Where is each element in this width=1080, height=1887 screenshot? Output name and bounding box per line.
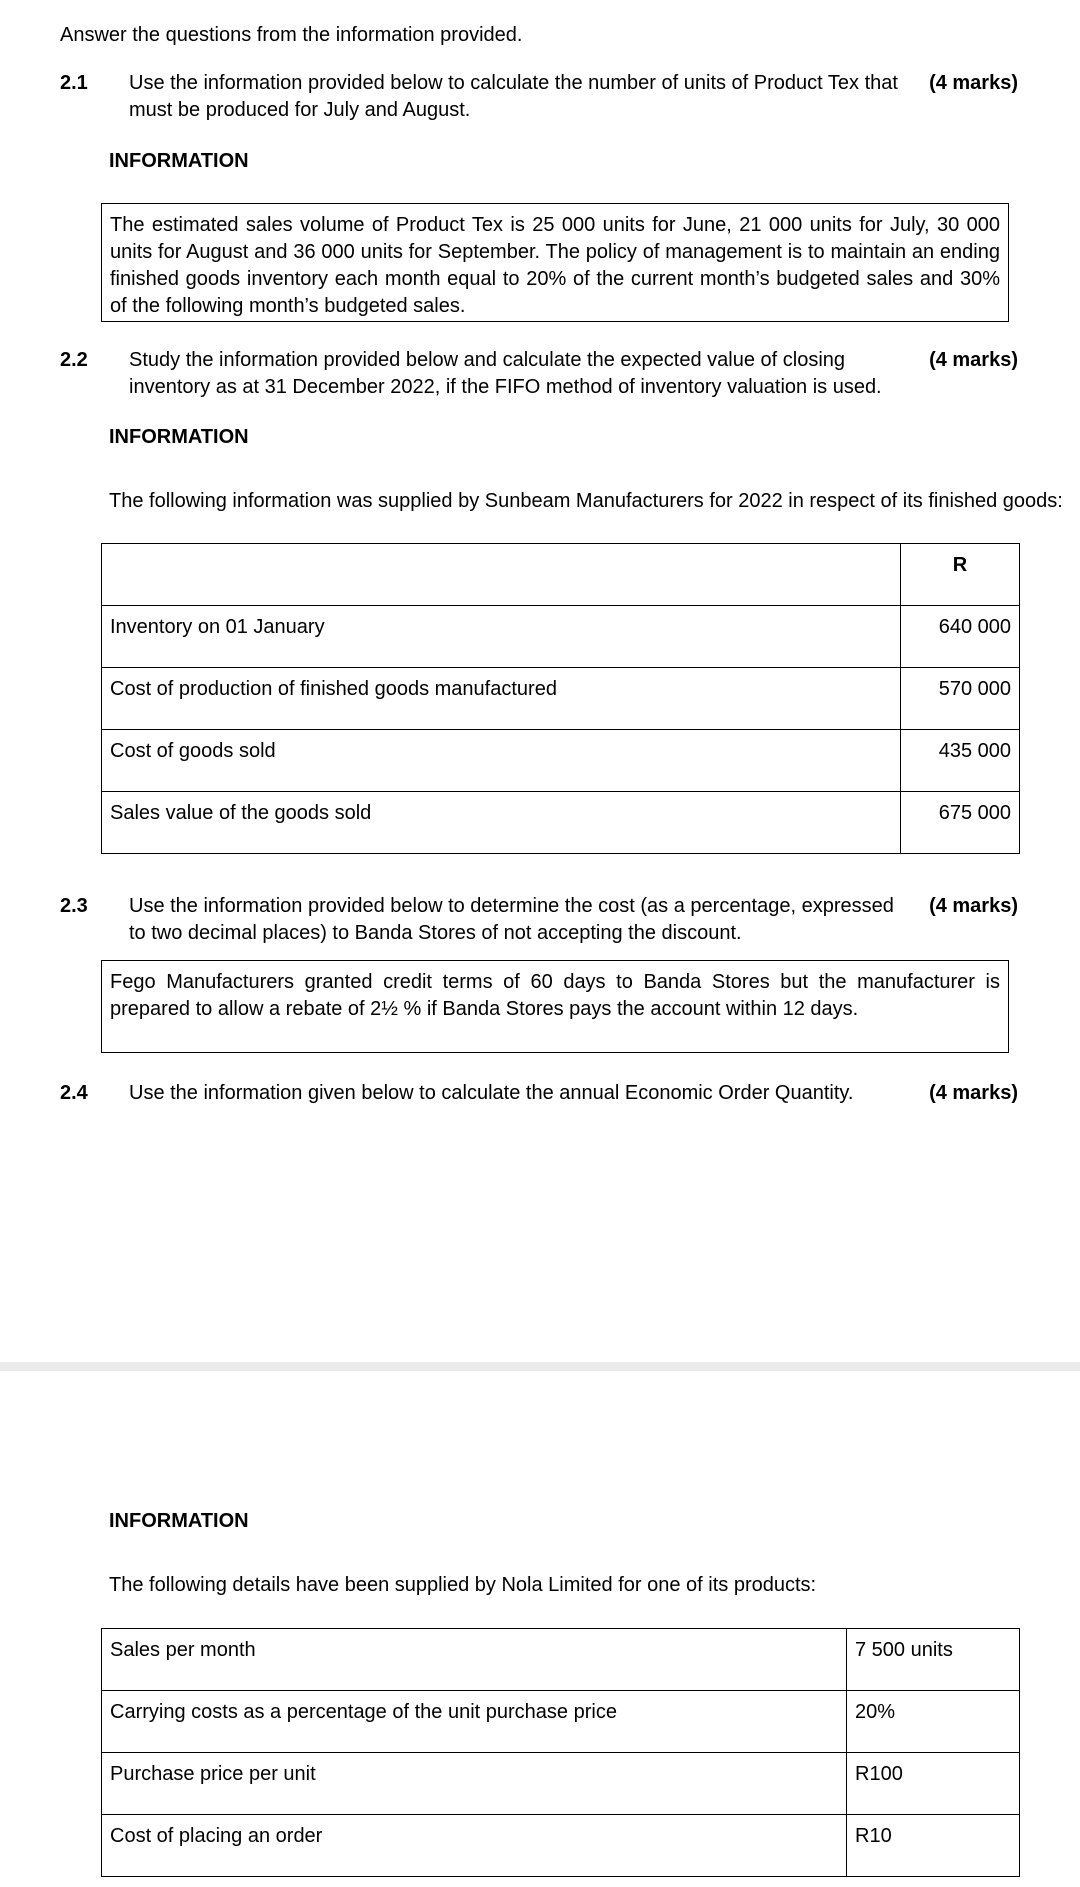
row-label: Sales value of the goods sold xyxy=(102,792,901,854)
question-2-3-text: Use the information provided below to determine the cost (as a percentage, expressed to two decimal places) to Banda Stores of not accepting the discount. xyxy=(129,895,894,944)
row-label: Inventory on 01 January xyxy=(102,606,901,668)
table-row xyxy=(102,1753,1020,1815)
row-value: 7 500 units xyxy=(847,1629,1020,1691)
question-2-3-marks: (4 marks) xyxy=(929,895,1018,917)
row-label: Cost of production of finished goods manufactured xyxy=(102,668,901,730)
question-2-1-info-box: The estimated sales volume of Product Tex is 25 000 units for June, 21 000 units for July, 30 000 units for August and 36 000 units for September. The policy of management is to maintain an ending finished goods inventory each month equal to 20% of the current month’s budgeted sales and 30% of the following month’s budgeted sales. xyxy=(101,203,1009,322)
table-cell xyxy=(102,544,901,606)
question-2-4-lead-text: The following details have been supplied by Nola Limited for one of its products: xyxy=(109,1574,817,1596)
question-2-3-info-box: Fego Manufacturers granted credit terms of 60 days to Banda Stores but the manufacturer is prepared to allow a rebate of 2½ % if Banda Stores pays the account within 12 days. xyxy=(101,960,1009,1053)
row-value: 20% xyxy=(847,1691,1020,1753)
row-label: Sales per month xyxy=(102,1629,847,1691)
row-amount: 435 000 xyxy=(901,730,1020,792)
table-row xyxy=(102,730,1020,792)
question-2-4-text: Use the information given below to calculate the annual Economic Order Quantity. xyxy=(129,1082,854,1104)
nola-eoq-table xyxy=(101,1628,1020,1877)
table-row xyxy=(102,606,1020,668)
table-row xyxy=(102,1629,1020,1691)
question-2-4-info-heading: INFORMATION xyxy=(109,1510,249,1532)
row-value: R100 xyxy=(847,1753,1020,1815)
row-label: Cost of goods sold xyxy=(102,730,901,792)
question-2-1-text: Use the information provided below to calculate the number of units of Product Tex that must be produced for July and August. xyxy=(129,72,898,121)
page-break-divider xyxy=(0,1362,1080,1371)
question-2-2-lead-text: The following information was supplied by Sunbeam Manufacturers for 2022 in respect of its finished goods: xyxy=(109,490,1063,512)
row-amount: 570 000 xyxy=(901,668,1020,730)
question-2-1-number: 2.1 xyxy=(60,72,88,94)
table-row xyxy=(102,1691,1020,1753)
currency-header: R xyxy=(901,544,1020,606)
row-label: Carrying costs as a percentage of the unit purchase price xyxy=(102,1691,847,1753)
question-2-4-number: 2.4 xyxy=(60,1082,88,1104)
table-row xyxy=(102,792,1020,854)
sunbeam-inventory-table xyxy=(101,543,1020,854)
intro-instruction: Answer the questions from the information provided. xyxy=(60,24,523,46)
question-2-1-marks: (4 marks) xyxy=(929,72,1018,94)
question-2-2-marks: (4 marks) xyxy=(929,349,1018,371)
row-label: Cost of placing an order xyxy=(102,1815,847,1877)
question-2-2-text: Study the information provided below and calculate the expected value of closing inventory as at 31 December 2022, if the FIFO method of inventory valuation is used. xyxy=(129,349,882,398)
question-2-2-info-heading: INFORMATION xyxy=(109,426,249,448)
question-2-4-marks: (4 marks) xyxy=(929,1082,1018,1104)
question-2-3-number: 2.3 xyxy=(60,895,88,917)
table-row xyxy=(102,668,1020,730)
row-label: Purchase price per unit xyxy=(102,1753,847,1815)
row-amount: 675 000 xyxy=(901,792,1020,854)
row-value: R10 xyxy=(847,1815,1020,1877)
table-header-row xyxy=(102,544,1020,606)
question-2-1-info-heading: INFORMATION xyxy=(109,150,249,172)
table-row xyxy=(102,1815,1020,1877)
row-amount: 640 000 xyxy=(901,606,1020,668)
question-2-2-number: 2.2 xyxy=(60,349,88,371)
